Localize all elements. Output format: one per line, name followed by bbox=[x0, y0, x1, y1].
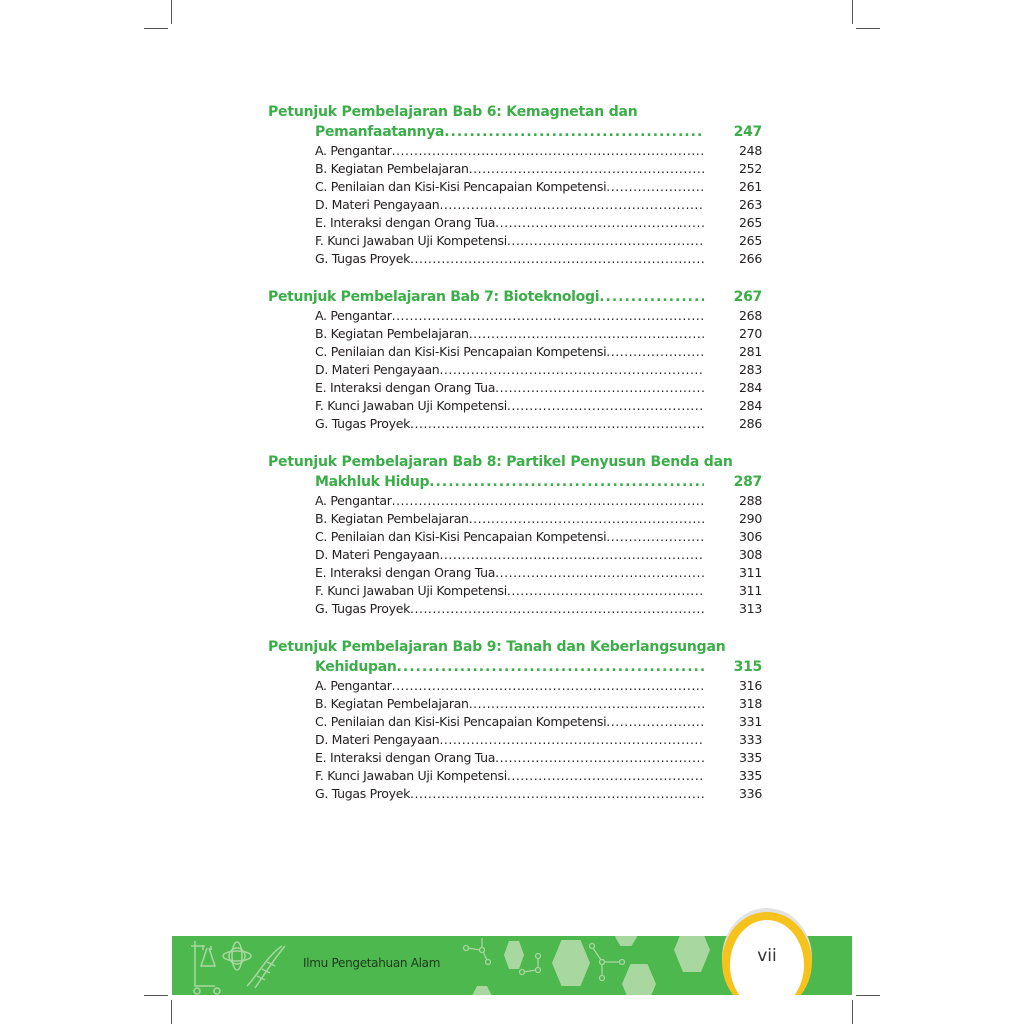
crop-mark bbox=[852, 1000, 853, 1024]
entry-page: 336 bbox=[739, 786, 762, 801]
science-icons bbox=[187, 936, 307, 995]
dot-leader bbox=[469, 160, 704, 178]
dot-leader bbox=[397, 657, 704, 677]
dot-leader bbox=[392, 677, 704, 695]
page-number: vii bbox=[757, 946, 777, 966]
chapter-entry[interactable] bbox=[268, 657, 762, 677]
dot-leader bbox=[469, 695, 704, 713]
dot-leader bbox=[495, 564, 704, 582]
entry-page: 266 bbox=[739, 251, 762, 266]
dot-leader bbox=[495, 379, 704, 397]
dot-leader bbox=[439, 361, 704, 379]
chapter-section bbox=[268, 103, 762, 268]
entry-page: 252 bbox=[739, 161, 762, 176]
dot-leader bbox=[469, 510, 704, 528]
toc-entry[interactable] bbox=[268, 415, 762, 433]
entry-label: B. Kegiatan Pembelajaran bbox=[315, 696, 469, 711]
entry-label: G. Tugas Proyek bbox=[315, 786, 411, 801]
chapter-title-cont: Kehidupan bbox=[315, 659, 397, 675]
toc-entry[interactable] bbox=[268, 546, 762, 564]
toc-entry[interactable] bbox=[268, 510, 762, 528]
dot-leader bbox=[606, 343, 704, 361]
toc-entry[interactable] bbox=[268, 343, 762, 361]
entry-page: 265 bbox=[739, 215, 762, 230]
toc-entry[interactable] bbox=[268, 142, 762, 160]
entry-page: 288 bbox=[739, 493, 762, 508]
crop-mark bbox=[171, 1000, 172, 1024]
entry-page: 311 bbox=[739, 583, 762, 598]
entry-label: E. Interaksi dengan Orang Tua bbox=[315, 750, 496, 765]
toc-entry[interactable] bbox=[268, 307, 762, 325]
entry-label: B. Kegiatan Pembelajaran bbox=[315, 326, 469, 341]
toc-entry[interactable] bbox=[268, 600, 762, 618]
molecule-decoration bbox=[462, 936, 662, 995]
entry-label: B. Kegiatan Pembelajaran bbox=[315, 511, 469, 526]
toc-entry[interactable] bbox=[268, 677, 762, 695]
entry-page: 248 bbox=[739, 143, 762, 158]
crop-mark bbox=[852, 0, 853, 24]
entry-label: C. Penilaian dan Kisi-Kisi Pencapaian Kompetensi bbox=[315, 344, 607, 359]
footer-subject: Ilmu Pengetahuan Alam bbox=[303, 956, 441, 970]
entry-label: G. Tugas Proyek bbox=[315, 601, 411, 616]
entry-page: 270 bbox=[739, 326, 762, 341]
toc-entry[interactable] bbox=[268, 492, 762, 510]
toc-entry[interactable] bbox=[268, 582, 762, 600]
toc-entry[interactable] bbox=[268, 397, 762, 415]
toc-entry[interactable] bbox=[268, 232, 762, 250]
entry-page: 313 bbox=[739, 601, 762, 616]
entry-page: 335 bbox=[739, 768, 762, 783]
chapter-title-cont: Pemanfaatannya bbox=[315, 124, 445, 140]
page-margin bbox=[700, 995, 840, 1024]
dot-leader bbox=[439, 546, 704, 564]
dot-leader bbox=[495, 214, 704, 232]
crop-mark bbox=[856, 28, 880, 29]
toc-entry[interactable] bbox=[268, 564, 762, 582]
toc-entry[interactable] bbox=[268, 160, 762, 178]
dot-leader bbox=[507, 582, 704, 600]
entry-label: G. Tugas Proyek bbox=[315, 416, 411, 431]
dot-leader bbox=[410, 600, 704, 618]
toc-entry[interactable] bbox=[268, 250, 762, 268]
entry-page: 283 bbox=[739, 362, 762, 377]
entry-label: D. Materi Pengayaan bbox=[315, 197, 440, 212]
entry-page: 281 bbox=[739, 344, 762, 359]
toc-entry[interactable] bbox=[268, 196, 762, 214]
toc-entry[interactable] bbox=[268, 785, 762, 803]
chapter-section bbox=[268, 453, 762, 618]
entry-page: 265 bbox=[739, 233, 762, 248]
chapter-title[interactable]: Petunjuk Pembelajaran Bab 8: Partikel Penyusun Benda dan bbox=[268, 454, 733, 470]
entry-label: A. Pengantar bbox=[315, 143, 392, 158]
entry-page: 263 bbox=[739, 197, 762, 212]
entry-label: D. Materi Pengayaan bbox=[315, 362, 440, 377]
entry-label: F. Kunci Jawaban Uji Kompetensi bbox=[315, 768, 507, 783]
toc-entry[interactable] bbox=[268, 749, 762, 767]
chapter-page: 247 bbox=[733, 124, 762, 140]
entry-label: D. Materi Pengayaan bbox=[315, 547, 440, 562]
dot-leader bbox=[392, 307, 704, 325]
entry-page: 311 bbox=[739, 565, 762, 580]
entry-label: D. Materi Pengayaan bbox=[315, 732, 440, 747]
dot-leader bbox=[429, 472, 704, 492]
chapter-page: 267 bbox=[733, 289, 762, 305]
entry-label: C. Penilaian dan Kisi-Kisi Pencapaian Kompetensi bbox=[315, 179, 607, 194]
entry-label: C. Penilaian dan Kisi-Kisi Pencapaian Kompetensi bbox=[315, 714, 607, 729]
crop-mark bbox=[856, 995, 880, 996]
entry-label: E. Interaksi dengan Orang Tua bbox=[315, 215, 496, 230]
entry-label: E. Interaksi dengan Orang Tua bbox=[315, 380, 496, 395]
dot-leader bbox=[606, 713, 704, 731]
entry-label: C. Penilaian dan Kisi-Kisi Pencapaian Kompetensi bbox=[315, 529, 607, 544]
chapter-title: Petunjuk Pembelajaran Bab 7: Bioteknologi bbox=[268, 289, 600, 305]
chapter-title-cont: Makhluk Hidup bbox=[315, 474, 430, 490]
dot-leader bbox=[392, 492, 704, 510]
dot-leader bbox=[495, 749, 704, 767]
hexagon-decoration bbox=[674, 936, 710, 972]
dot-leader bbox=[444, 122, 704, 142]
entry-page: 284 bbox=[739, 380, 762, 395]
toc-entry[interactable] bbox=[268, 528, 762, 546]
chapter-section bbox=[268, 287, 762, 433]
dot-leader bbox=[507, 767, 704, 785]
entry-label: B. Kegiatan Pembelajaran bbox=[315, 161, 469, 176]
entry-page: 284 bbox=[739, 398, 762, 413]
dot-leader bbox=[606, 528, 704, 546]
toc-entry[interactable] bbox=[268, 178, 762, 196]
entry-label: G. Tugas Proyek bbox=[315, 251, 411, 266]
dot-leader bbox=[507, 397, 704, 415]
dot-leader bbox=[606, 178, 704, 196]
dot-leader bbox=[410, 415, 704, 433]
entry-label: F. Kunci Jawaban Uji Kompetensi bbox=[315, 398, 507, 413]
entry-page: 308 bbox=[739, 547, 762, 562]
entry-page: 290 bbox=[739, 511, 762, 526]
chapter-page: 287 bbox=[733, 474, 762, 490]
entry-label: F. Kunci Jawaban Uji Kompetensi bbox=[315, 233, 507, 248]
entry-page: 335 bbox=[739, 750, 762, 765]
entry-page: 261 bbox=[739, 179, 762, 194]
chapter-entry[interactable] bbox=[268, 287, 762, 307]
dot-leader bbox=[439, 196, 704, 214]
dot-leader bbox=[507, 232, 704, 250]
toc-entry[interactable] bbox=[268, 325, 762, 343]
toc-entry[interactable] bbox=[268, 767, 762, 785]
toc-entry[interactable] bbox=[268, 379, 762, 397]
entry-page: 316 bbox=[739, 678, 762, 693]
crop-mark bbox=[144, 28, 168, 29]
entry-label: A. Pengantar bbox=[315, 678, 392, 693]
entry-label: E. Interaksi dengan Orang Tua bbox=[315, 565, 496, 580]
toc-entry[interactable] bbox=[268, 731, 762, 749]
crop-mark bbox=[144, 995, 168, 996]
dot-leader bbox=[410, 785, 704, 803]
entry-label: A. Pengantar bbox=[315, 308, 392, 323]
entry-page: 331 bbox=[739, 714, 762, 729]
toc-entry[interactable] bbox=[268, 695, 762, 713]
toc-entry[interactable] bbox=[268, 214, 762, 232]
crop-mark bbox=[171, 0, 172, 24]
dot-leader bbox=[469, 325, 704, 343]
toc-entry[interactable] bbox=[268, 361, 762, 379]
dot-leader bbox=[599, 287, 704, 307]
chapter-entry[interactable] bbox=[268, 122, 762, 142]
dot-leader bbox=[439, 731, 704, 749]
chapter-entry[interactable] bbox=[268, 472, 762, 492]
dot-leader bbox=[410, 250, 704, 268]
entry-page: 333 bbox=[739, 732, 762, 747]
chapter-section bbox=[268, 638, 762, 803]
chapter-title[interactable]: Petunjuk Pembelajaran Bab 9: Tanah dan Keberlangsungan bbox=[268, 639, 726, 655]
entry-page: 286 bbox=[739, 416, 762, 431]
entry-page: 306 bbox=[739, 529, 762, 544]
entry-label: F. Kunci Jawaban Uji Kompetensi bbox=[315, 583, 507, 598]
entry-page: 268 bbox=[739, 308, 762, 323]
entry-label: A. Pengantar bbox=[315, 493, 392, 508]
chapter-title[interactable]: Petunjuk Pembelajaran Bab 6: Kemagnetan dan bbox=[268, 104, 638, 120]
entry-page: 318 bbox=[739, 696, 762, 711]
chapter-page: 315 bbox=[733, 659, 762, 675]
dot-leader bbox=[392, 142, 704, 160]
toc-entry[interactable] bbox=[268, 713, 762, 731]
